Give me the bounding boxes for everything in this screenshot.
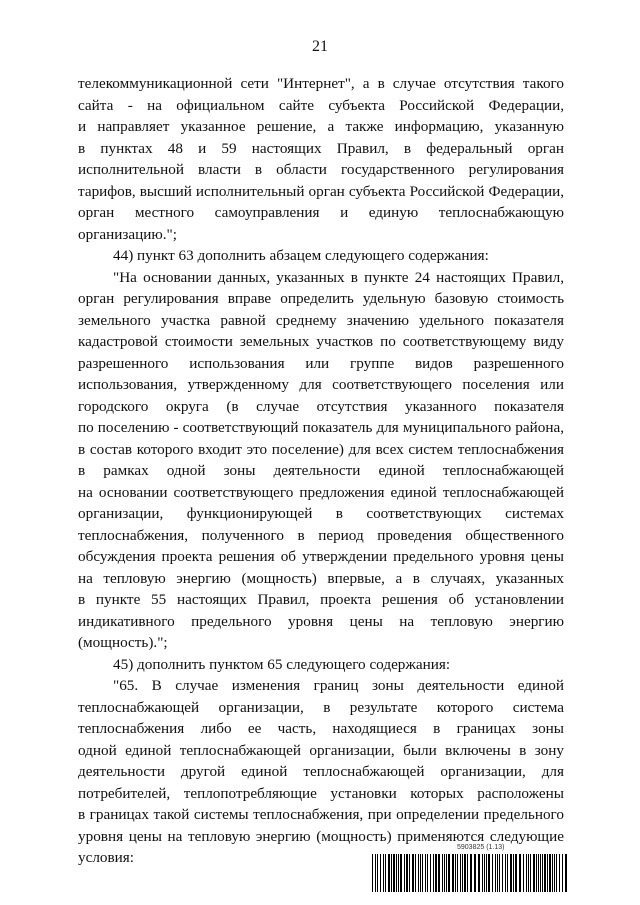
- text-line: сайта - на официальном сайте субъекта Российской Федерации,: [78, 96, 564, 114]
- text-line: деятельности другой единой теплоснабжающей организации, для: [78, 763, 564, 780]
- text-line: 44) пункт 63 дополнить абзацем следующего содержания:: [113, 247, 489, 264]
- text-line: в рамках одной зоны деятельности единой теплоснабжающей: [78, 462, 564, 479]
- text-line: теплоснабжающей организации, в результате которого система: [78, 698, 564, 716]
- text-line: тарифов, высший исполнительный орган субъекта Российской Федерации,: [78, 182, 564, 200]
- text-line: 45) дополнить пунктом 65 следующего содержания:: [113, 655, 451, 673]
- barcode-number: 5903825 (1.13): [457, 844, 505, 851]
- text-line: теплоснабжения, полученного в период проведения общественного: [78, 526, 564, 544]
- text-line: организации, функционирующей в соответствующих системах: [78, 505, 564, 522]
- text-line: уровня цены на тепловую энергию (мощность) применяются следующие: [78, 827, 564, 845]
- page-number: 21: [312, 38, 328, 55]
- text-line: "На основании данных, указанных в пункте 24 настоящих Правил,: [113, 268, 564, 286]
- text-line: городского округа (в случае отсутствия указанного показателя: [78, 397, 564, 415]
- text-line: в пункте 55 настоящих Правил, проекта решения об установлении: [78, 591, 564, 608]
- text-line: одной единой теплоснабжающей организации, были включены в зону: [78, 741, 564, 759]
- text-line: земельного участка равной среднему значению удельного показателя: [78, 311, 564, 329]
- barcode-block: [372, 844, 568, 894]
- text-line: разрешенного использования или группе видов разрешенного: [78, 354, 564, 372]
- text-line: потребителей, теплопотребляющие установки которых расположены: [78, 784, 564, 802]
- text-line: в границах такой системы теплоснабжения, при определении предельного: [78, 806, 564, 823]
- text-line: кадастровой стоимости земельных участков по соответствующему виду: [78, 333, 564, 350]
- text-line: использования, утвержденному для соответствующего поселения или: [78, 376, 564, 393]
- text-line: по поселению - соответствующий показатель для муниципального района,: [78, 419, 564, 436]
- text-line: теплоснабжения либо ее часть, находящиеся в границах зоны: [78, 720, 564, 737]
- text-line: (мощность).";: [78, 634, 168, 651]
- text-line: "65. В случае изменения границ зоны деятельности единой: [113, 677, 564, 694]
- text-line: исполнительной власти в области государственного регулирования: [78, 161, 564, 178]
- body-text: [78, 73, 564, 869]
- text-line: в состав которого входит это поселение) для всех систем теплоснабжения: [78, 440, 564, 458]
- text-line: условия:: [78, 849, 135, 866]
- text-line: обсуждения проекта решения об утверждении предельного уровня цены: [78, 548, 564, 565]
- text-line: и направляет указанное решение, а также информацию, указанную: [78, 118, 564, 135]
- text-line: в пунктах 48 и 59 настоящих Правил, в федеральный орган: [78, 139, 564, 157]
- text-line: орган местного самоуправления и единую теплоснабжающую: [78, 204, 564, 221]
- text-line: индикативного предельного уровня цены на тепловую энергию: [78, 612, 564, 630]
- barcode-image: [372, 854, 568, 892]
- text-line: организацию.";: [78, 225, 177, 243]
- text-line: на тепловую энергию (мощность) впервые, а в случаях, указанных: [78, 569, 564, 587]
- text-line: на основании соответствующего предложения единой теплоснабжающей: [78, 483, 564, 501]
- text-line: орган регулирования вправе определить удельную базовую стоимость: [78, 290, 564, 307]
- text-line: телекоммуникационной сети "Интернет", а в случае отсутствия такого: [78, 75, 564, 92]
